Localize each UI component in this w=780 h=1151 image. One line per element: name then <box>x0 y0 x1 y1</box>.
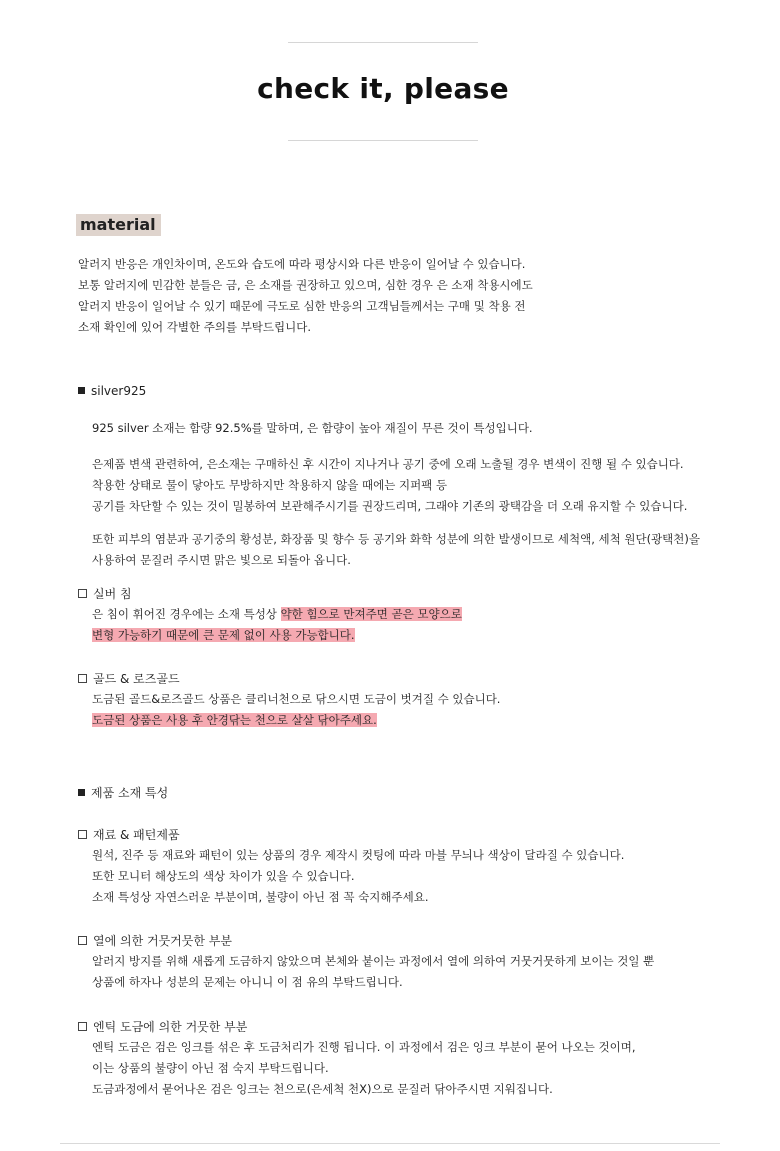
text-line: 엔틱 도금은 검은 잉크를 섞은 후 도금처리가 진행 됩니다. 이 과정에서 검은 잉크 부분이 묻어 나오는 것이며, <box>92 1040 636 1054</box>
material-label: material <box>76 214 161 236</box>
text-line: 925 silver 소재는 함량 92.5%를 말하며, 은 함량이 높아 재질이 무른 것이 특성입니다. <box>92 421 533 435</box>
highlight-text: 변형 가능하기 때문에 큰 문제 없이 사용 가능합니다. <box>92 628 355 642</box>
product-heading <box>78 784 168 801</box>
silver-pin-heading-text: 실버 침 <box>93 587 132 601</box>
text-line: 사용하여 문질러 주시면 맑은 빛으로 되돌아 옵니다. <box>92 553 351 567</box>
text-line: 보통 알러지에 민감한 분들은 금, 은 소재를 권장하고 있으며, 심한 경우 은 소재 착용시에도 <box>78 278 533 292</box>
filled-square-icon <box>78 789 85 796</box>
silver-heading-text: silver925 <box>91 384 147 398</box>
checkbox-square-icon <box>78 674 87 683</box>
silver-pin-heading <box>78 585 132 602</box>
bottom-divider <box>60 1143 720 1144</box>
text-line: 소재 특성상 자연스러운 부분이며, 불량이 아닌 점 꼭 숙지해주세요. <box>92 890 429 904</box>
gold-text <box>92 689 500 731</box>
checkbox-square-icon <box>78 830 87 839</box>
text-line <box>92 625 462 646</box>
text-line: 또한 모니터 해상도의 색상 차이가 있을 수 있습니다. <box>92 869 355 883</box>
heat-heading-text: 열에 의한 거뭇거뭇한 부분 <box>93 934 232 948</box>
top-divider <box>288 42 478 43</box>
silver-para-2 <box>92 454 687 517</box>
silver-pin-text <box>92 604 462 646</box>
text-line: 도금과정에서 묻어나온 검은 잉크는 천으로(은세척 천X)으로 문질러 닦아주시면 지워집니다. <box>92 1082 553 1096</box>
product-heading-text: 제품 소재 특성 <box>91 786 169 800</box>
antique-heading <box>78 1018 247 1035</box>
highlight-text: 도금된 상품은 사용 후 안경닦는 천으로 살살 닦아주세요. <box>92 713 377 727</box>
gold-heading-text: 골드 & 로즈골드 <box>93 672 180 686</box>
text-line: 착용한 상태로 물이 닿아도 무방하지만 착용하지 않을 때에는 지퍼팩 등 <box>92 478 448 492</box>
text-line: 원석, 진주 등 재료와 패턴이 있는 상품의 경우 제작시 컷팅에 따라 마블 무늬나 색상이 달라질 수 있습니다. <box>92 848 625 862</box>
silver-heading <box>78 384 146 398</box>
heat-heading <box>78 932 232 949</box>
pin-plain-text: 은 침이 휘어진 경우에는 소재 특성상 <box>92 607 281 621</box>
checkbox-square-icon <box>78 936 87 945</box>
text-line: 또한 피부의 염분과 공기중의 황성분, 화장품 및 향수 등 공기와 화학 성분에 의한 발생이므로 세척액, 세척 원단(광택천)을 <box>92 532 700 546</box>
page-title: check it, please <box>257 72 509 105</box>
checkbox-square-icon <box>78 1022 87 1031</box>
text-line: 상품에 하자나 성분의 문제는 아니니 이 점 유의 부탁드립니다. <box>92 975 403 989</box>
text-line: 소재 확인에 있어 각별한 주의를 부탁드립니다. <box>78 320 312 334</box>
highlight-text: 약한 힘으로 만져주면 곧은 모양으로 <box>280 607 462 621</box>
text-line: 은제품 변색 관련하여, 은소재는 구매하신 후 시간이 지나거나 공기 중에 오래 노출될 경우 변색이 진행 될 수 있습니다. <box>92 457 684 471</box>
checkbox-square-icon <box>78 589 87 598</box>
material-text <box>78 254 533 338</box>
text-line: 알러지 방지를 위해 새롭게 도금하지 않았으며 본체와 붙이는 과정에서 열에 의하여 거뭇거뭇하게 보이는 것일 뿐 <box>92 954 655 968</box>
text-line: 도금된 골드&로즈골드 상품은 클리너천으로 닦으시면 도금이 벗겨질 수 있습니다. <box>92 692 501 706</box>
text-line: 알러지 반응은 개인차이며, 온도와 습도에 따라 평상시와 다른 반응이 일어날 수 있습니다. <box>78 257 526 271</box>
heat-text <box>92 951 654 993</box>
antique-heading-text: 엔틱 도금에 의한 거뭇한 부분 <box>93 1020 248 1034</box>
title-divider <box>288 140 478 141</box>
pattern-heading-text: 재료 & 패턴제품 <box>93 828 180 842</box>
silver-para-1 <box>92 418 533 439</box>
silver-para-3 <box>92 529 700 571</box>
gold-heading <box>78 670 180 687</box>
text-line: 알러지 반응이 일어날 수 있기 때문에 극도로 심한 반응의 고객님들께서는 구매 및 착용 전 <box>78 299 526 313</box>
pattern-heading <box>78 826 180 843</box>
text-line <box>92 604 462 625</box>
pattern-text <box>92 845 624 908</box>
antique-text <box>92 1037 635 1100</box>
filled-square-icon <box>78 387 85 394</box>
text-line <box>92 710 500 731</box>
text-line: 이는 상품의 불량이 아닌 점 숙지 부탁드립니다. <box>92 1061 329 1075</box>
text-line: 공기를 차단할 수 있는 것이 밀봉하여 보관해주시기를 권장드리며, 그래야 기존의 광택감을 더 오래 유지할 수 있습니다. <box>92 499 688 513</box>
